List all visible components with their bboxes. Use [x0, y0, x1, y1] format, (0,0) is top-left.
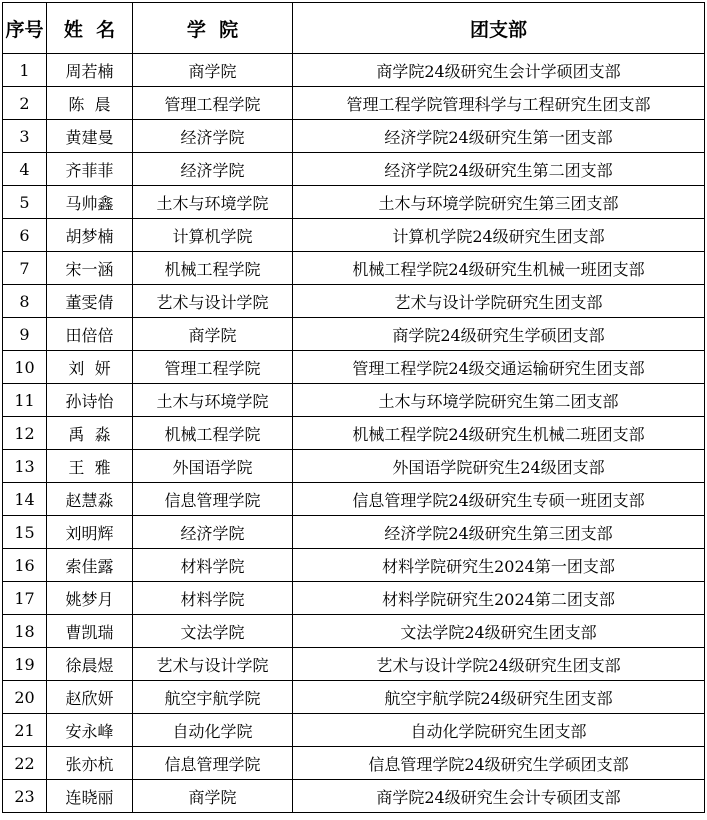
cell-branch: 经济学院24级研究生第三团支部	[293, 516, 705, 549]
cell-no: 9	[3, 318, 47, 351]
table-row	[3, 186, 705, 219]
cell-no: 18	[3, 615, 47, 648]
roster-body	[3, 54, 705, 813]
cell-no: 3	[3, 120, 47, 153]
cell-no: 23	[3, 780, 47, 813]
roster-table	[2, 2, 705, 813]
cell-no: 19	[3, 648, 47, 681]
cell-name: 陈 晨	[47, 87, 133, 120]
table-row	[3, 219, 705, 252]
table-row	[3, 351, 705, 384]
cell-college: 信息管理学院	[133, 483, 293, 516]
cell-branch: 艺术与设计学院24级研究生团支部	[293, 648, 705, 681]
header-row	[3, 3, 705, 54]
cell-name: 董雯倩	[47, 285, 133, 318]
table-row	[3, 252, 705, 285]
cell-college: 计算机学院	[133, 219, 293, 252]
cell-branch: 自动化学院研究生团支部	[293, 714, 705, 747]
cell-name: 马帅鑫	[47, 186, 133, 219]
cell-name: 索佳露	[47, 549, 133, 582]
cell-college: 信息管理学院	[133, 747, 293, 780]
header-college: 学 院	[133, 3, 293, 54]
table-row	[3, 516, 705, 549]
cell-college: 艺术与设计学院	[133, 648, 293, 681]
table-row	[3, 417, 705, 450]
cell-branch: 商学院24级研究生会计学硕团支部	[293, 54, 705, 87]
header-name: 姓 名	[47, 3, 133, 54]
cell-college: 商学院	[133, 318, 293, 351]
cell-name: 胡梦楠	[47, 219, 133, 252]
cell-branch: 信息管理学院24级研究生专硕一班团支部	[293, 483, 705, 516]
table-row	[3, 153, 705, 186]
cell-branch: 外国语学院研究生24级团支部	[293, 450, 705, 483]
cell-branch: 机械工程学院24级研究生机械一班团支部	[293, 252, 705, 285]
cell-branch: 材料学院研究生2024第一团支部	[293, 549, 705, 582]
cell-no: 6	[3, 219, 47, 252]
cell-branch: 信息管理学院24级研究生学硕团支部	[293, 747, 705, 780]
cell-name: 赵欣妍	[47, 681, 133, 714]
cell-college: 经济学院	[133, 153, 293, 186]
cell-no: 20	[3, 681, 47, 714]
cell-college: 经济学院	[133, 516, 293, 549]
cell-college: 材料学院	[133, 549, 293, 582]
cell-branch: 土木与环境学院研究生第三团支部	[293, 186, 705, 219]
cell-college: 航空宇航学院	[133, 681, 293, 714]
cell-college: 自动化学院	[133, 714, 293, 747]
table-row	[3, 615, 705, 648]
cell-name: 宋一涵	[47, 252, 133, 285]
cell-college: 文法学院	[133, 615, 293, 648]
cell-branch: 机械工程学院24级研究生机械二班团支部	[293, 417, 705, 450]
cell-college: 商学院	[133, 780, 293, 813]
header-no: 序号	[3, 3, 47, 54]
cell-name: 赵慧淼	[47, 483, 133, 516]
cell-branch: 管理工程学院24级交通运输研究生团支部	[293, 351, 705, 384]
cell-college: 机械工程学院	[133, 252, 293, 285]
cell-no: 21	[3, 714, 47, 747]
cell-name: 徐晨煜	[47, 648, 133, 681]
cell-name: 田倍倍	[47, 318, 133, 351]
cell-name: 周若楠	[47, 54, 133, 87]
cell-college: 管理工程学院	[133, 87, 293, 120]
table-row	[3, 747, 705, 780]
cell-name: 孙诗怡	[47, 384, 133, 417]
cell-name: 姚梦月	[47, 582, 133, 615]
table-row	[3, 681, 705, 714]
table-row	[3, 285, 705, 318]
cell-branch: 土木与环境学院研究生第二团支部	[293, 384, 705, 417]
header-branch: 团支部	[293, 3, 705, 54]
table-row	[3, 450, 705, 483]
cell-branch: 管理工程学院管理科学与工程研究生团支部	[293, 87, 705, 120]
cell-branch: 航空宇航学院24级研究生团支部	[293, 681, 705, 714]
cell-college: 艺术与设计学院	[133, 285, 293, 318]
cell-college: 机械工程学院	[133, 417, 293, 450]
cell-college: 土木与环境学院	[133, 186, 293, 219]
cell-college: 外国语学院	[133, 450, 293, 483]
cell-no: 16	[3, 549, 47, 582]
cell-branch: 计算机学院24级研究生团支部	[293, 219, 705, 252]
cell-no: 10	[3, 351, 47, 384]
cell-name: 曹凯瑞	[47, 615, 133, 648]
cell-name: 齐菲菲	[47, 153, 133, 186]
cell-branch: 经济学院24级研究生第一团支部	[293, 120, 705, 153]
cell-no: 13	[3, 450, 47, 483]
cell-college: 管理工程学院	[133, 351, 293, 384]
cell-no: 15	[3, 516, 47, 549]
cell-name: 安永峰	[47, 714, 133, 747]
table-row	[3, 384, 705, 417]
cell-branch: 文法学院24级研究生团支部	[293, 615, 705, 648]
cell-no: 11	[3, 384, 47, 417]
cell-no: 1	[3, 54, 47, 87]
cell-branch: 商学院24级研究生学硕团支部	[293, 318, 705, 351]
cell-college: 土木与环境学院	[133, 384, 293, 417]
cell-no: 8	[3, 285, 47, 318]
cell-name: 连晓丽	[47, 780, 133, 813]
cell-name: 黄建曼	[47, 120, 133, 153]
cell-name: 刘明辉	[47, 516, 133, 549]
cell-college: 经济学院	[133, 120, 293, 153]
table-row	[3, 648, 705, 681]
cell-branch: 材料学院研究生2024第二团支部	[293, 582, 705, 615]
table-row	[3, 54, 705, 87]
table-row	[3, 582, 705, 615]
cell-no: 12	[3, 417, 47, 450]
cell-no: 14	[3, 483, 47, 516]
table-row	[3, 318, 705, 351]
cell-branch: 商学院24级研究生会计专硕团支部	[293, 780, 705, 813]
table-row	[3, 549, 705, 582]
cell-college: 材料学院	[133, 582, 293, 615]
cell-branch: 经济学院24级研究生第二团支部	[293, 153, 705, 186]
table-row	[3, 714, 705, 747]
table-row	[3, 483, 705, 516]
cell-no: 7	[3, 252, 47, 285]
cell-name: 禹 淼	[47, 417, 133, 450]
cell-branch: 艺术与设计学院研究生团支部	[293, 285, 705, 318]
cell-name: 刘 妍	[47, 351, 133, 384]
table-row	[3, 120, 705, 153]
cell-no: 2	[3, 87, 47, 120]
cell-no: 17	[3, 582, 47, 615]
cell-name: 张亦杭	[47, 747, 133, 780]
table-row	[3, 780, 705, 813]
cell-no: 22	[3, 747, 47, 780]
cell-no: 5	[3, 186, 47, 219]
cell-college: 商学院	[133, 54, 293, 87]
table-row	[3, 87, 705, 120]
cell-no: 4	[3, 153, 47, 186]
cell-name: 王 雅	[47, 450, 133, 483]
